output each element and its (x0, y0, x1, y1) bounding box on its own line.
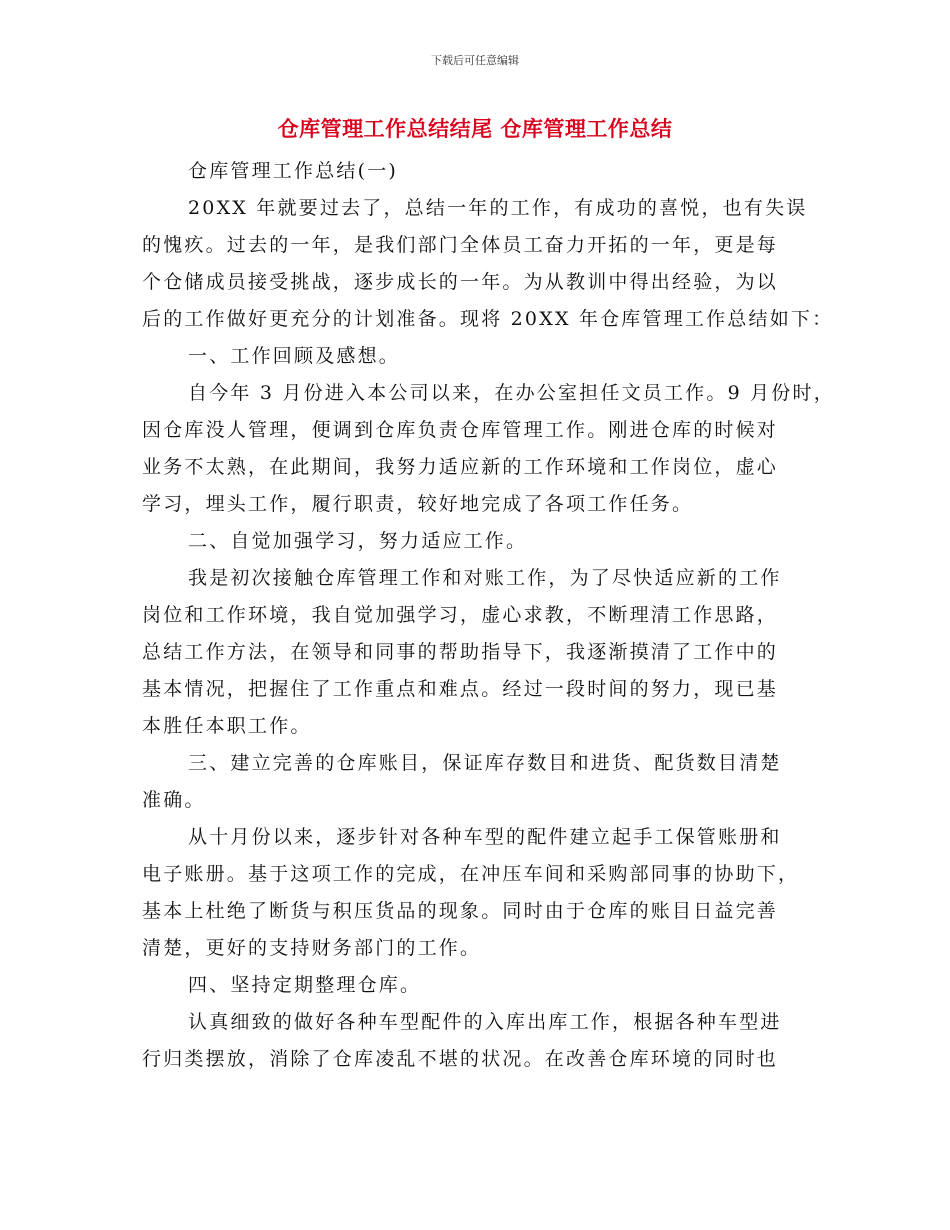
body-line: 从十月份以来，逐步针对各种车型的配件建立起手工保管账册和 (188, 826, 782, 848)
body-line: 学习，埋头工作，履行职责，较好地完成了各项工作任务。 (142, 493, 694, 515)
body-line: 业务不太熟，在此期间，我努力适应新的工作环境和工作岗位，虚心 (142, 456, 779, 478)
body-line: 我是初次接触仓库管理工作和对账工作，为了尽快适应新的工作 (188, 567, 782, 589)
body-line: 个仓储成员接受挑战，逐步成长的一年。为从教训中得出经验，为以 (142, 271, 779, 293)
header-note: 下载后可任意编辑 (431, 54, 519, 67)
document-body (142, 153, 835, 1078)
section-heading: 四、坚持定期整理仓库。 (188, 974, 422, 996)
body-line: 本胜任本职工作。 (142, 715, 312, 737)
body-line: 基本上杜绝了断货与积压货品的现象。同时由于仓库的账目日益完善 (142, 900, 779, 922)
body-line: 仓库管理工作总结(一) (188, 160, 399, 182)
section-heading: 三、建立完善的仓库账目，保证库存数目和进货、配货数目清楚 (188, 752, 782, 774)
body-line: 电子账册。基于这项工作的完成，在冲压车间和采购部同事的协助下， (142, 863, 800, 885)
body-line: 基本情况，把握住了工作重点和难点。经过一段时间的努力，现已基 (142, 678, 779, 700)
body-line: 行归类摆放，消除了仓库凌乱不堪的状况。在改善仓库环境的同时也 (142, 1048, 779, 1070)
body-line: 自今年 3 月份进入本公司以来，在办公室担任文员工作。9 月份时， (188, 382, 835, 404)
section-heading: 二、自觉加强学习，努力适应工作。 (188, 530, 528, 552)
body-line: 20XX 年就要过去了，总结一年的工作，有成功的喜悦，也有失误 (188, 197, 808, 219)
body-line: 岗位和工作环境，我自觉加强学习，虚心求教，不断理清工作思路， (142, 604, 779, 626)
body-line: 清楚，更好的支持财务部门的工作。 (142, 937, 482, 959)
section-heading-continued: 准确。 (142, 789, 206, 811)
document-title: 仓库管理工作总结结尾 仓库管理工作总结 (277, 117, 673, 141)
body-line: 认真细致的做好各种车型配件的入库出库工作，根据各种车型进 (188, 1011, 782, 1033)
body-line: 后的工作做好更充分的计划准备。现将 20XX 年仓库管理工作总结如下： (142, 308, 834, 330)
body-line: 因仓库没人管理，便调到仓库负责仓库管理工作。刚进仓库的时候对 (142, 419, 779, 441)
body-line: 总结工作方法，在领导和同事的帮助指导下，我逐渐摸清了工作中的 (142, 641, 779, 663)
body-line: 的愧疚。过去的一年，是我们部门全体员工奋力开拓的一年，更是每 (142, 234, 779, 256)
section-heading: 一、工作回顾及感想。 (188, 345, 401, 367)
